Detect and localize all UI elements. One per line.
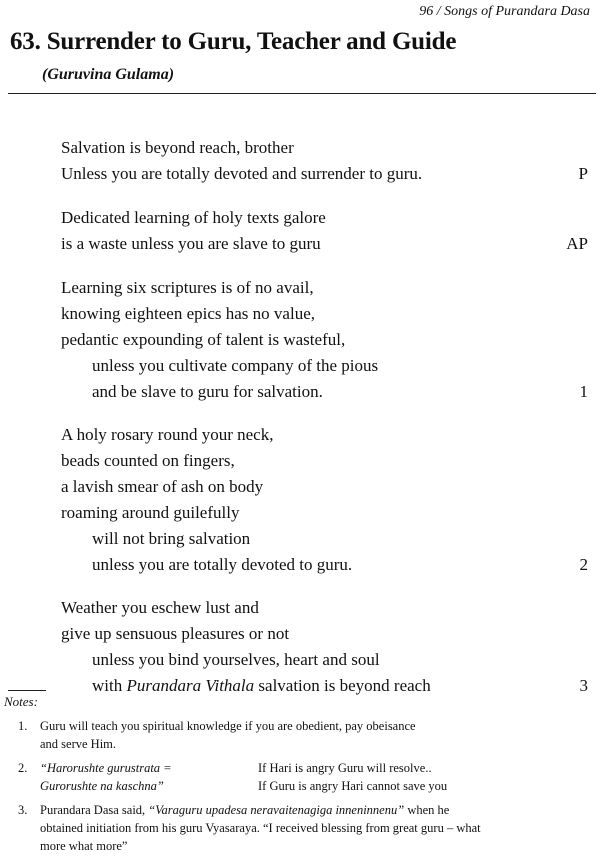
stanza-marker: P	[578, 164, 588, 183]
page-subtitle: (Guruvina Gulama)	[42, 66, 175, 83]
verse-line: unless you cultivate company of the pious	[92, 356, 379, 375]
verse-line: Dedicated learning of holy texts galore	[61, 208, 326, 227]
verse-line: Weather you eschew lust and	[61, 598, 259, 617]
stanza-marker: 3	[579, 676, 588, 695]
verse-line: A holy rosary round your neck,	[61, 425, 274, 444]
verse-line: knowing eighteen epics has no value,	[61, 304, 315, 323]
verse-line: Learning six scriptures is of no avail,	[61, 278, 314, 297]
verse-line: Unless you are totally devoted and surrender to guru.	[61, 164, 423, 183]
verse-line: is a waste unless you are slave to guru	[61, 234, 321, 253]
note-text: Guru will teach you spiritual knowledge if you are obedient, pay obeisance	[40, 719, 416, 733]
page-title: 63. Surrender to Guru, Teacher and Guide	[10, 28, 457, 55]
verse-emphasis: Purandara Vithala	[126, 676, 255, 695]
note-number: 2.	[18, 761, 28, 775]
verse-line: unless you bind yourselves, heart and soul	[92, 650, 380, 669]
verse-text: salvation is beyond reach	[254, 676, 431, 695]
note-text: and serve Him.	[40, 737, 117, 751]
verse-line	[92, 675, 431, 697]
note-number: 1.	[18, 719, 28, 733]
verse-line: Salvation is beyond reach, brother	[61, 138, 294, 157]
verse-line: give up sensuous pleasures or not	[61, 624, 290, 643]
stanza-marker: 1	[579, 382, 588, 401]
note-quote: Gurorushte na kaschna”	[40, 779, 164, 793]
stanza-marker: AP	[566, 234, 588, 253]
verse-line: pedantic expounding of talent is wasteful,	[61, 330, 346, 349]
running-header: 96 / Songs of Purandara Dasa	[419, 4, 590, 19]
notes-divider	[8, 690, 46, 691]
note-number: 3.	[18, 803, 28, 817]
note-text: obtained initiation from his guru Vyasaraya. “I received blessing from great guru – what	[40, 821, 481, 835]
verse-line: a lavish smear of ash on body	[61, 477, 264, 496]
note-text-part: when he	[404, 803, 450, 817]
note-text-part: Purandara Dasa said,	[40, 803, 149, 817]
note-gloss: If Guru is angry Hari cannot save you	[258, 779, 448, 793]
verse-line: roaming around guilefully	[61, 503, 240, 522]
verse-line: will not bring salvation	[92, 529, 251, 548]
notes-label: Notes:	[4, 694, 38, 709]
note-quote: “Harorushte gurustrata =	[40, 761, 172, 775]
note-quote: “Varaguru upadesa neravaitenagiga inneninnenu”	[148, 803, 405, 817]
verse-line: unless you are totally devoted to guru.	[92, 555, 353, 574]
verse-text: with	[92, 676, 127, 695]
verse-line: beads counted on fingers,	[61, 451, 235, 470]
note-gloss: If Hari is angry Guru will resolve..	[258, 761, 432, 775]
note-text: more what more”	[40, 839, 128, 853]
note-text	[40, 802, 449, 818]
verse-line: and be slave to guru for salvation.	[92, 382, 323, 401]
stanza-marker: 2	[579, 555, 588, 574]
title-divider	[8, 93, 596, 94]
